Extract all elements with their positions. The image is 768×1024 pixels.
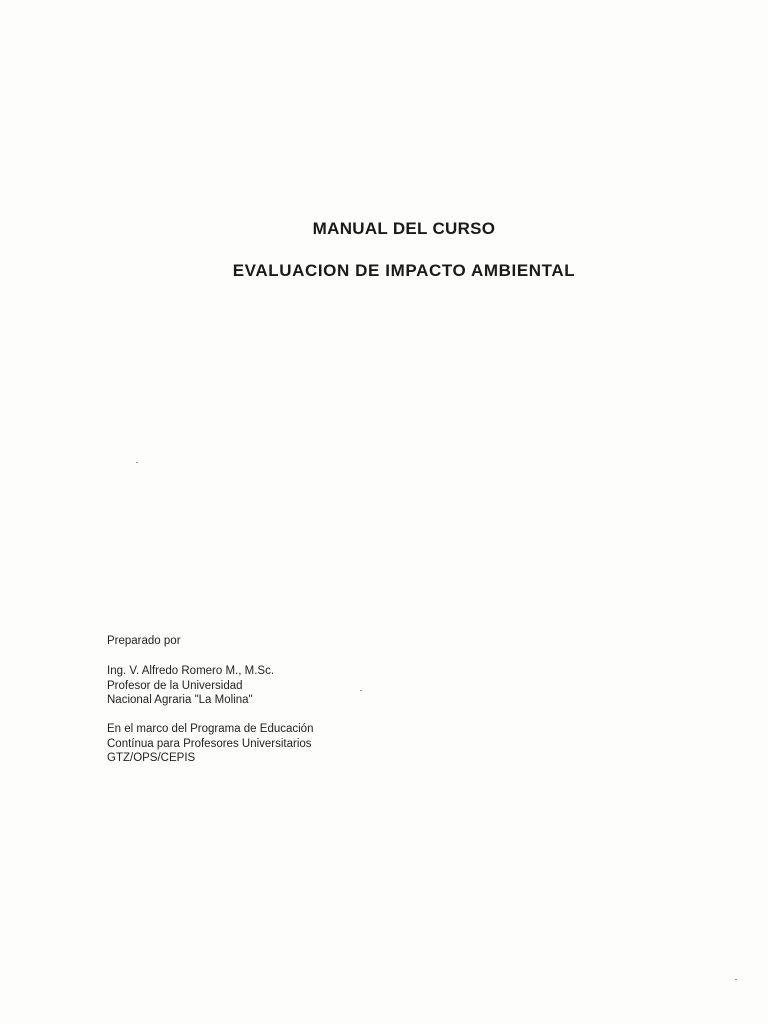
prepared-by-label xyxy=(107,634,181,649)
scan-speck xyxy=(735,979,737,980)
author-institution: Nacional Agraria "La Molina" xyxy=(107,694,253,706)
document-title-line2: EVALUACION DE IMPACTO AMBIENTAL xyxy=(232,261,576,280)
author-position: Profesor de la Universidad xyxy=(107,679,243,692)
program-block xyxy=(107,722,313,766)
prepared-by-text: Preparado por xyxy=(107,635,181,647)
document-title-line1: MANUAL DEL CURSO xyxy=(312,219,496,238)
program-organizations: GTZ/OPS/CEPIS xyxy=(107,752,196,764)
program-line2: Contínua para Profesores Universitarios xyxy=(107,737,312,750)
author-name: Ing. V. Alfredo Romero M., M.Sc. xyxy=(107,665,275,677)
author-block xyxy=(107,664,274,708)
scan-speck xyxy=(360,690,362,691)
program-line1: En el marco del Programa de Educación xyxy=(107,723,314,735)
scan-speck xyxy=(136,462,138,463)
